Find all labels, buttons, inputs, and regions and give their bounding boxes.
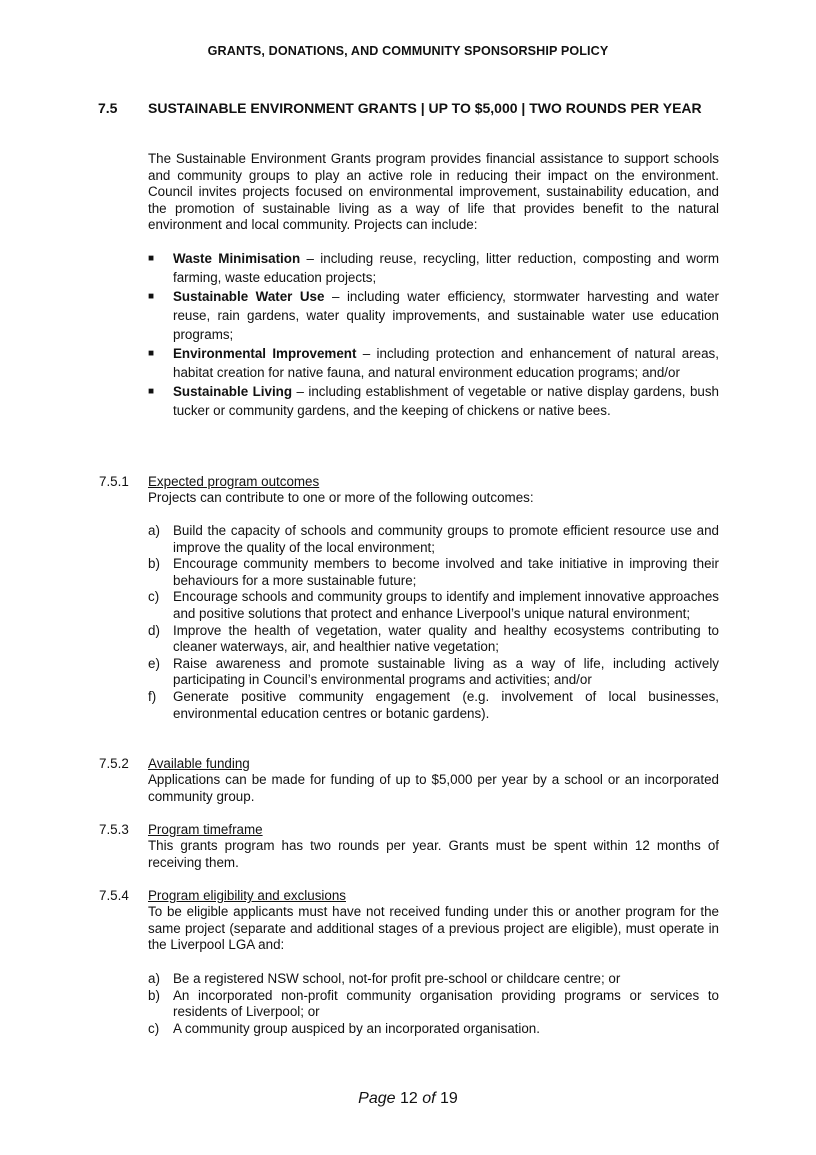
subsection-number: 7.5.3: [99, 822, 129, 837]
subsection-heading: Program eligibility and exclusions: [148, 888, 346, 903]
subsection-number: 7.5.4: [99, 888, 129, 903]
list-item: e) Raise awareness and promote sustainable living as a way of life, including actively participating in Council’s environmental programs and activities; and/or: [148, 655, 719, 688]
eligibility-list: [148, 971, 719, 1037]
bullet-square-icon: ■: [148, 348, 155, 359]
list-item: ■ Sustainable Living – including establishment of vegetable or native display gardens, bush tucker or community gardens, and the keeping of chickens or native bees.: [148, 384, 719, 418]
project-type-list: [148, 249, 719, 420]
list-item: d) Improve the health of vegetation, water quality and healthy ecosystems contributing to cleaner waterways, air, and healthier native vegetation;: [148, 622, 719, 655]
bullet-square-icon: ■: [148, 291, 155, 302]
section-intro: The Sustainable Environment Grants program provides financial assistance to support schools and community groups to play an active role in reducing their impact on the environment. Council invites projects focused on environmental improvement, sustainability education, and the promotion of sustainable living as a way of life that provides benefit to the natural environment and local community. Projects can include:: [148, 151, 719, 233]
subsection-text: Projects can contribute to one or more of the following outcomes:: [148, 490, 534, 505]
list-item: ■ Environmental Improvement – including protection and enhancement of natural areas, habitat creation for native fauna, and natural environment education programs; and/or: [148, 346, 719, 380]
bullet-square-icon: ■: [148, 386, 155, 397]
page-number: 12: [399, 1090, 418, 1107]
section-title: SUSTAINABLE ENVIRONMENT GRANTS | UP TO $5,000 | TWO ROUNDS PER YEAR: [148, 100, 702, 116]
bullet-square-icon: ■: [148, 253, 155, 264]
subsection-text: This grants program has two rounds per year. Grants must be spent within 12 months of receiving them.: [148, 838, 719, 870]
page-word: Page: [358, 1090, 396, 1107]
subsection-number: 7.5.2: [99, 756, 129, 771]
page-footer: [0, 1091, 816, 1108]
subsection-heading: Program timeframe: [148, 822, 263, 837]
list-item: f) Generate positive community engagement (e.g. involvement of local businesses, environmental education centres or botanic gardens).: [148, 688, 719, 721]
subsection-text: Applications can be made for funding of up to $5,000 per year by a school or an incorporated community group.: [148, 772, 719, 804]
subsection-heading: Expected program outcomes: [148, 474, 320, 489]
subsection-number: 7.5.1: [99, 474, 129, 489]
outcomes-list: [148, 523, 719, 722]
list-item: b) Encourage community members to become involved and take initiative in improving their behaviours for a more sustainable future;: [148, 556, 719, 588]
list-item: a) Build the capacity of schools and community groups to promote efficient resource use and improve the quality of the local environment;: [148, 523, 719, 555]
list-item: c) A community group auspiced by an incorporated organisation.: [148, 1020, 540, 1036]
of-word: of: [422, 1090, 436, 1107]
document-header: GRANTS, DONATIONS, AND COMMUNITY SPONSORSHIP POLICY: [207, 44, 609, 58]
list-item: ■ Sustainable Water Use – including water efficiency, stormwater harvesting and water reuse, rain gardens, water quality improvements, and sustainable water use education programs;: [148, 289, 720, 342]
page-total: 19: [440, 1090, 458, 1107]
list-item: c) Encourage schools and community groups to identify and implement innovative approaches and positive solutions that protect and enhance Liverpool’s unique natural environment;: [148, 589, 719, 621]
list-item: b) An incorporated non-profit community organisation providing programs or services to residents of Liverpool; or: [148, 987, 719, 1020]
section-number: 7.5: [98, 100, 118, 116]
list-item: a) Be a registered NSW school, not-for profit pre-school or childcare centre; or: [148, 971, 621, 986]
subsection-text: To be eligible applicants must have not received funding under this or another program for the same project (separate and additional stages of a previous project are eligible), must operate in the Liverpool LGA and:: [148, 904, 719, 953]
list-item: ■ Waste Minimisation – including reuse, recycling, litter reduction, composting and worm farming, waste education projects;: [148, 251, 720, 285]
subsection-heading: Available funding: [148, 756, 250, 771]
